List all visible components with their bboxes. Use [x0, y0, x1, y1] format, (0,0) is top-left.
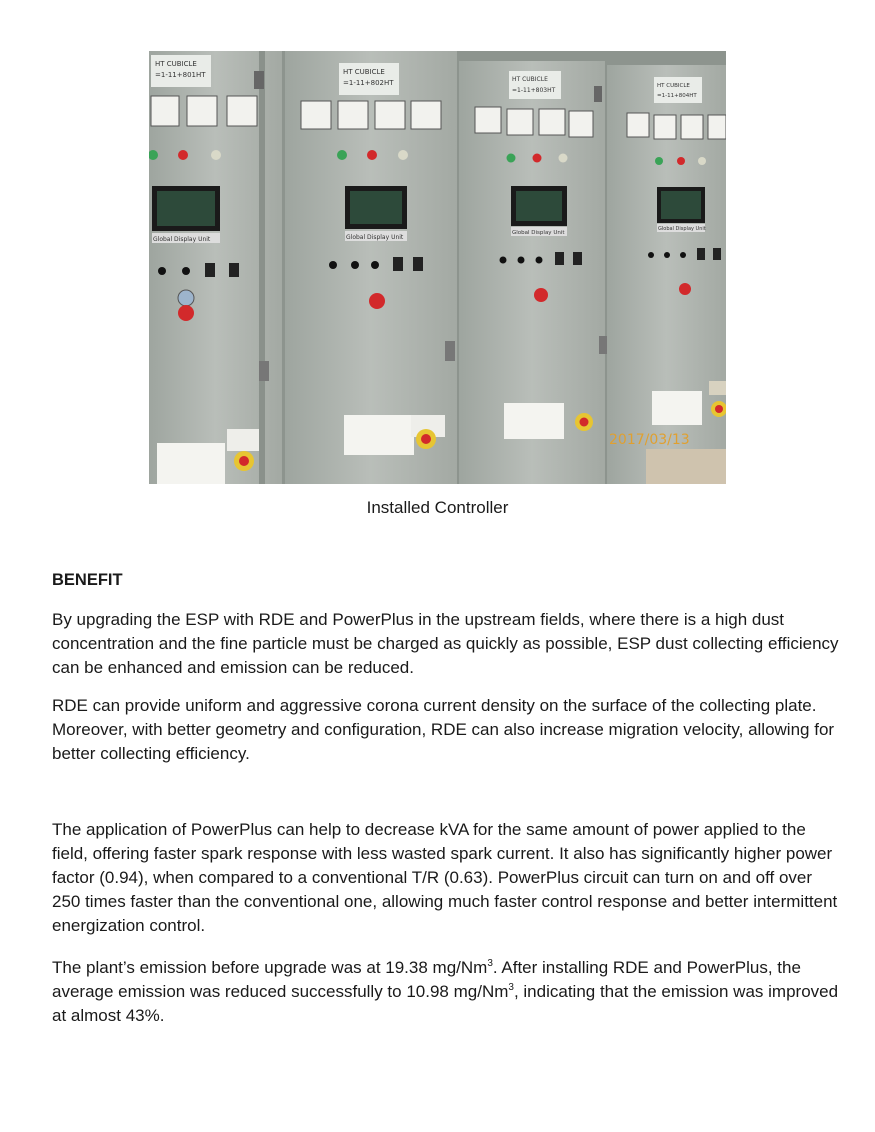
display-label-1: Global Display Unit: [153, 236, 211, 243]
cubicle-label-4-line1: HT CUBICLE: [657, 83, 690, 89]
display-label-4: Global Display Unit: [658, 226, 706, 232]
cubicle-label-2-line2: =1-11+802HT: [343, 79, 394, 87]
cubicle-label-3-line2: =1-11+803HT: [512, 87, 556, 94]
paragraph-emission: [52, 956, 842, 1028]
cubicle-label-2-line1: HT CUBICLE: [343, 68, 385, 76]
date-stamp: 2017/03/13: [609, 432, 690, 448]
paragraph-powerplus: The application of PowerPlus can help to decrease kVA for the same amount of power applied to the field, offering faster spark response with less wasted spark current. It also has significantly higher power factor (0.94), when compared to a conventional T/R (0.63). PowerPlus circuit can turn on and off over 250 times faster than the conventional one, allowing much faster control response and better intermittent energization control.: [52, 820, 838, 935]
photo-caption: Installed Controller: [366, 498, 509, 517]
display-label-3: Global Display Unit: [512, 230, 565, 236]
cubicle-label-4-line2: =1-11+804HT: [657, 93, 697, 99]
emission-text-1: The plant’s emission before upgrade was at 19.38 mg/Nm: [52, 958, 488, 977]
emission-text-3: , indicating that the emission was improved at almost 43%.: [52, 982, 839, 1025]
paragraph-rde: RDE can provide uniform and aggressive corona current density on the surface of the collecting plate. Moreover, with better geometry and configuration, RDE can also increase migration velocity, allowing for better collecting efficiency.: [52, 696, 835, 763]
emission-text-2: . After installing RDE and PowerPlus, the average emission was reduced successfully to 10.98 mg/Nm: [52, 958, 801, 1001]
cubicle-label-1-line2: =1-11+801HT: [155, 71, 206, 79]
installed-controller-photo: [149, 51, 726, 484]
cubicle-label-1-line1: HT CUBICLE: [155, 60, 197, 68]
cabinet-4: [607, 65, 726, 484]
cubicle-label-3-line1: HT CUBICLE: [512, 76, 548, 83]
superscript-1: 3: [487, 958, 493, 969]
paragraph-upgrade: By upgrading the ESP with RDE and PowerPlus in the upstream fields, where there is a high dust concentration and the fine particle must be charged as quickly as possible, ESP dust collecting efficiency can be enhanced and emission can be reduced.: [52, 610, 839, 677]
cabinet-3: [459, 61, 607, 484]
section-heading: BENEFIT: [52, 571, 123, 589]
superscript-2: 3: [508, 982, 514, 993]
cabinet-1: [149, 51, 282, 484]
display-label-2: Global Display Unit: [346, 234, 404, 241]
cabinet-2: [285, 51, 457, 484]
